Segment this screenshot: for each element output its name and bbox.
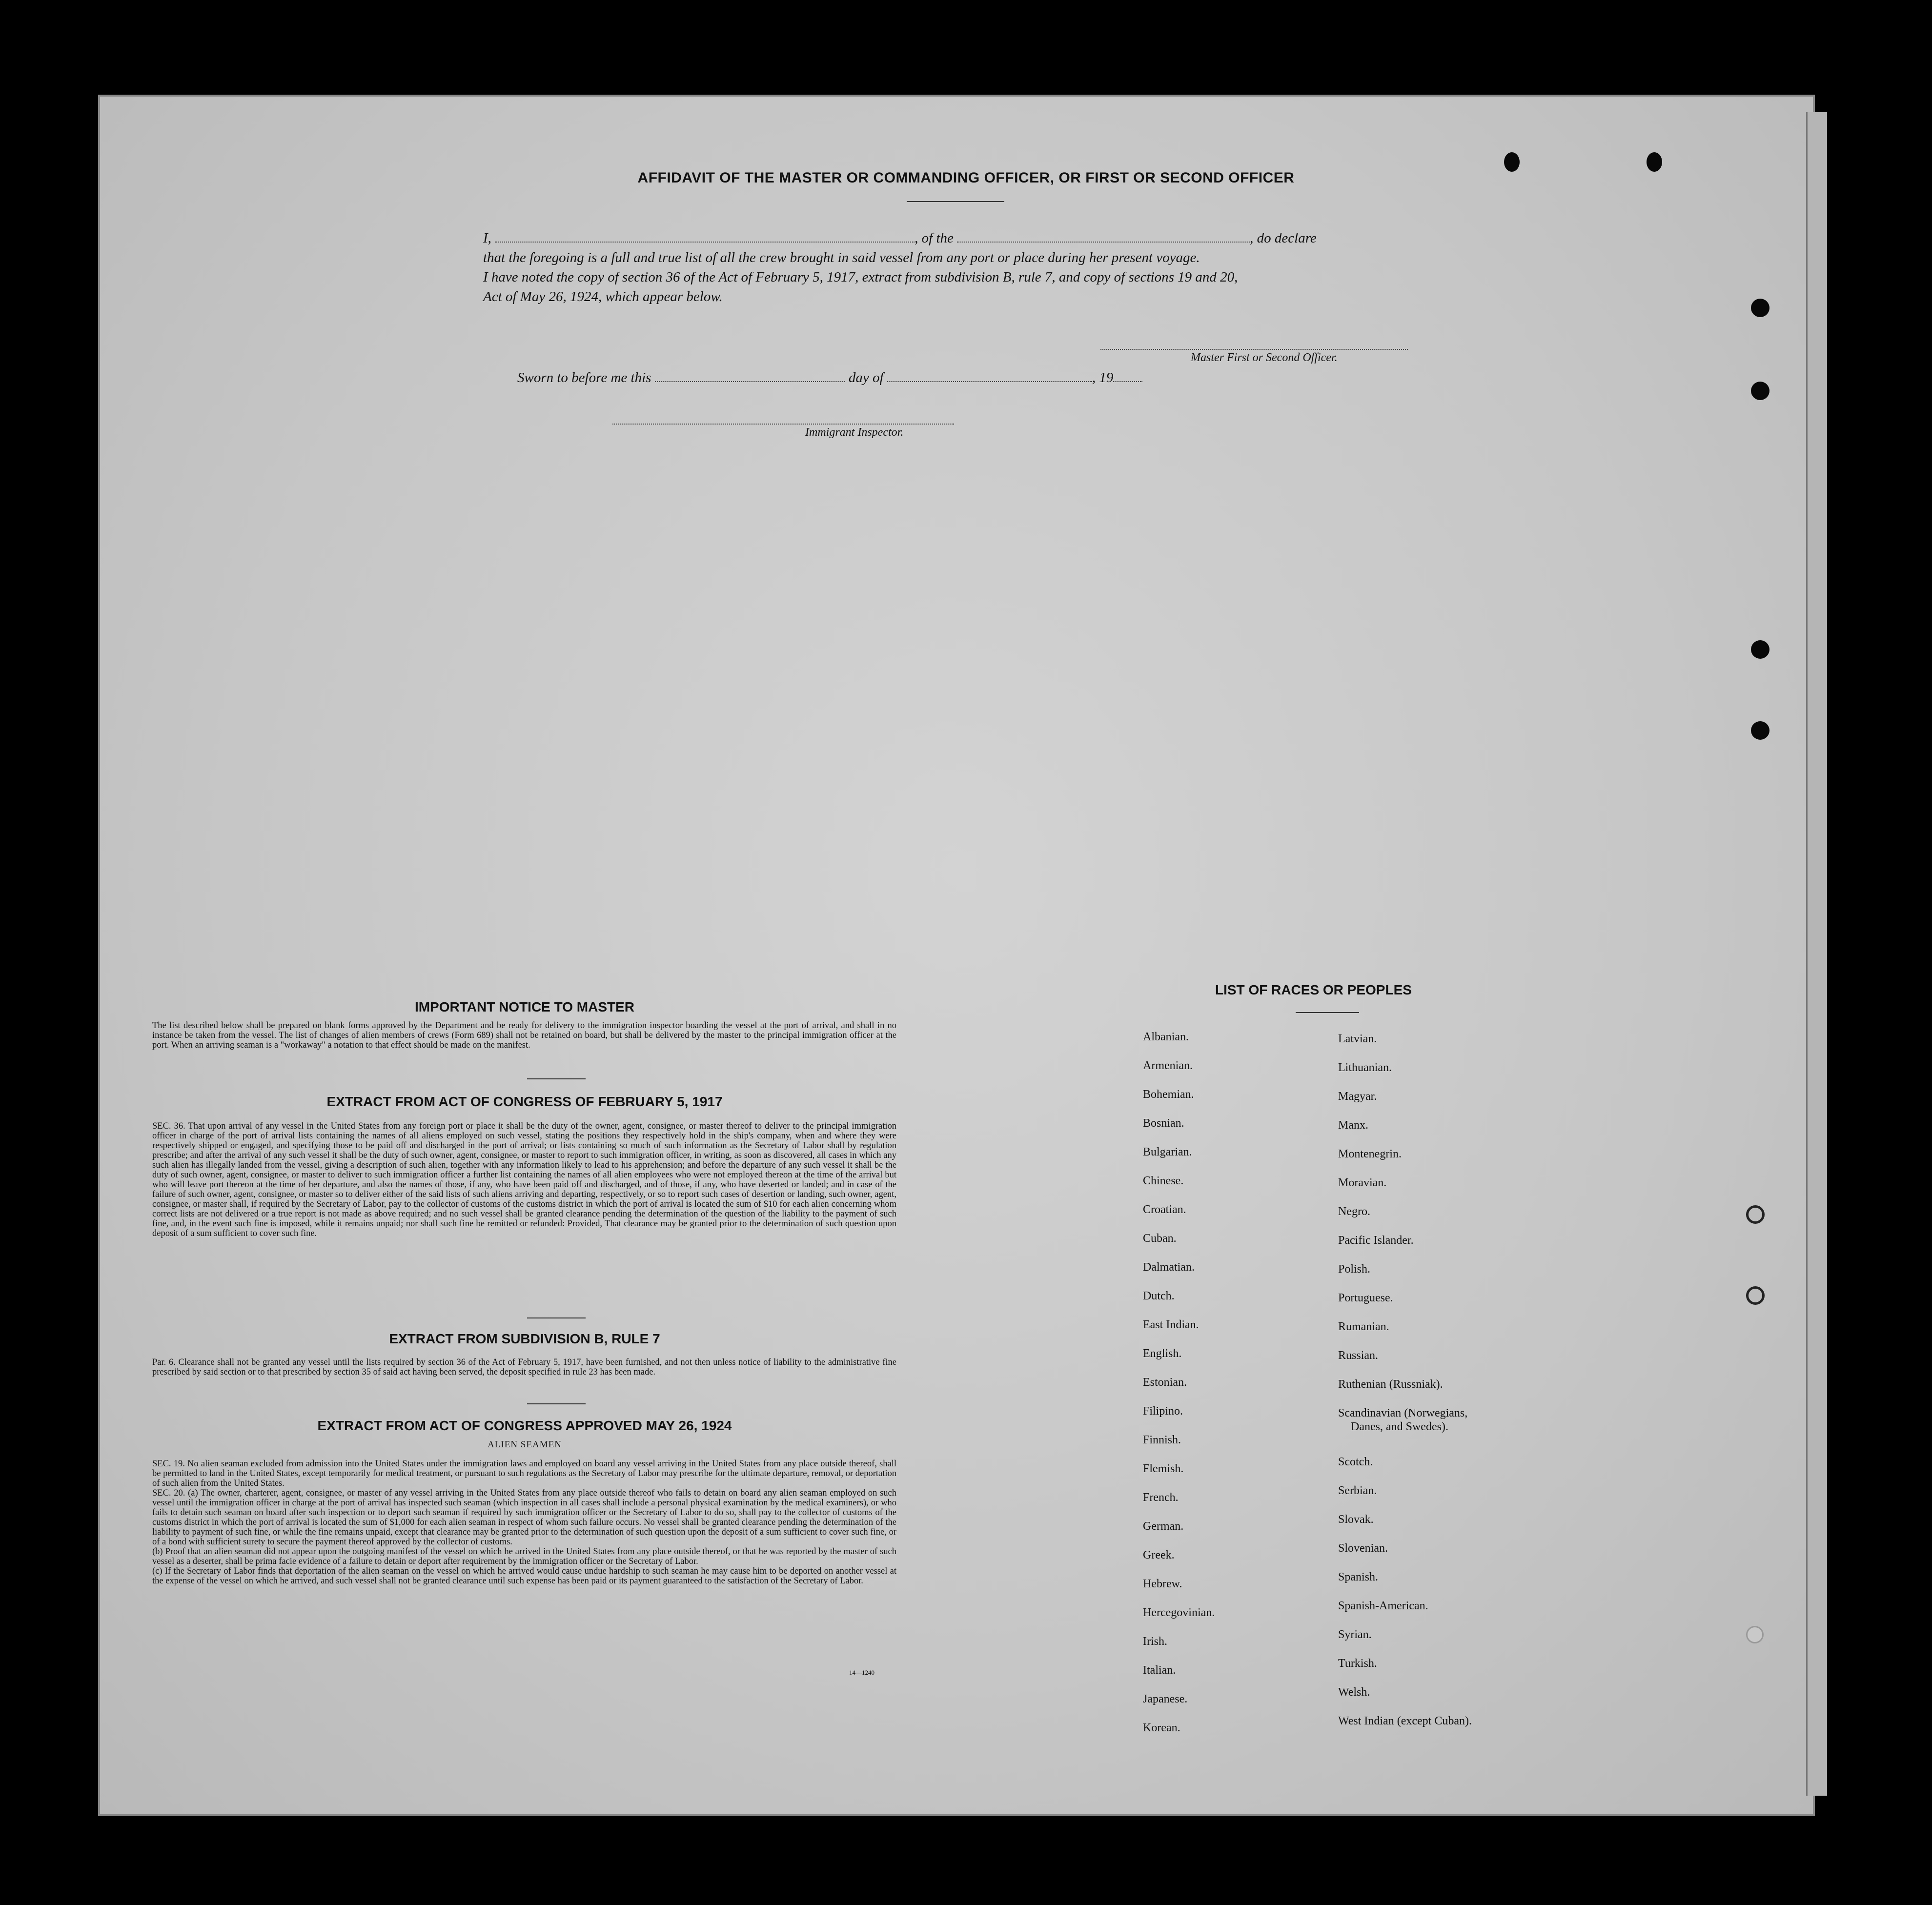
race-item: Syrian. xyxy=(1338,1628,1372,1641)
race-item: English. xyxy=(1143,1347,1182,1360)
sworn-month-field[interactable] xyxy=(887,381,1092,382)
race-item: Pacific Islander. xyxy=(1338,1234,1414,1247)
race-item: Albanian. xyxy=(1143,1031,1189,1043)
race-item: Irish. xyxy=(1143,1635,1167,1648)
punch-hole xyxy=(1647,152,1662,172)
race-item: Spanish. xyxy=(1338,1571,1379,1583)
race-item: Finnish. xyxy=(1143,1434,1181,1446)
race-item: Latvian. xyxy=(1338,1033,1377,1045)
race-item: Ruthenian (Russniak). xyxy=(1338,1378,1443,1391)
race-item: East Indian. xyxy=(1143,1318,1199,1331)
affidavit-line-4: Act of May 26, 1924, which appear below. xyxy=(483,289,723,304)
race-item: Turkish. xyxy=(1338,1657,1377,1670)
master-signature-label: Master First or Second Officer. xyxy=(1191,351,1338,364)
sworn-line xyxy=(517,370,1142,386)
race-item: Chinese. xyxy=(1143,1175,1184,1187)
section-19: SEC. 19. No alien seaman excluded from admission into the United States under the immigration laws and employed on board any vessel arriving in the United States from any place outside thereof, shall be permitted to land in the United States, except temporarily for medical treatment, or pursuant to such regulations as the Secretary of Labor may prescribe for the ultimate departure, removal, or deportation of such alien from the United States. xyxy=(152,1459,896,1488)
race-item: Spanish-American. xyxy=(1338,1600,1428,1612)
race-item: Danes, and Swedes). xyxy=(1351,1420,1448,1433)
divider xyxy=(1296,1012,1359,1013)
sworn-prefix: Sworn to before me this xyxy=(517,370,651,385)
day-of-label: day of xyxy=(848,370,884,385)
sworn-day-field[interactable] xyxy=(655,381,845,382)
punch-hole xyxy=(1751,382,1769,400)
race-item: Moravian. xyxy=(1338,1176,1387,1189)
extract-1924-body xyxy=(152,1459,896,1586)
race-item: Croatian. xyxy=(1143,1203,1186,1216)
section-20c: (c) If the Secretary of Labor finds that deportation of the alien seaman on the vessel on which he arrived would cause undue hardship to such seaman he may cause him to be deported on another vessel at the expense of the vessel on which he arrived, and such vessel shall not be granted clearance until such expense has been paid or its payment guaranteed to the satisfaction of the Secretary of Labor. xyxy=(152,1566,896,1586)
race-item: Korean. xyxy=(1143,1722,1180,1734)
form-number: 14—1240 xyxy=(849,1669,874,1676)
affidavit-title: AFFIDAVIT OF THE MASTER OR COMMANDING OFFICER, OR FIRST OR SECOND OFFICER xyxy=(637,170,1295,186)
race-item: Russian. xyxy=(1338,1349,1379,1362)
race-item: Dalmatian. xyxy=(1143,1261,1195,1274)
race-item: Bosnian. xyxy=(1143,1117,1184,1130)
affidavit-line-3: I have noted the copy of section 36 of the Act of February 5, 1917, extract from subdivision B, rule 7, and copy of sections 19 and 20, xyxy=(483,269,1238,285)
race-item: Slovak. xyxy=(1338,1513,1374,1526)
master-signature-line[interactable] xyxy=(1100,349,1408,350)
notice-body: The list described below shall be prepared on blank forms approved by the Department and be ready for delivery to the immigration inspector boarding the vessel at the port of arrival, and shall in no instance be taken from the vessel. The list of changes of alien members of crews (Form 689) shall not be retained on board, but shall be delivered by the master to the principal immigration officer at the port. When an arriving seaman is a "workaway" a notation to that effect should be made on the manifest. xyxy=(152,1021,896,1050)
race-item: Montenegrin. xyxy=(1338,1148,1402,1160)
extract-1924-subtitle: ALIEN SEAMEN xyxy=(488,1439,562,1450)
divider xyxy=(527,1317,586,1318)
extract-1917-title: EXTRACT FROM ACT OF CONGRESS OF FEBRUARY 5, 1917 xyxy=(326,1094,723,1109)
race-item: Lithuanian. xyxy=(1338,1061,1392,1074)
section-20b: (b) Proof that an alien seaman did not appear upon the outgoing manifest of the vessel on which he arrived in the United States from any place outside thereof, or that he was reported by the master of such vessel as a deserter, shall be prima facie evidence of a failure to detain or deport after requirement by the immigration officer or the Secretary of Labor. xyxy=(152,1547,896,1566)
divider xyxy=(907,201,1004,202)
race-item: Dutch. xyxy=(1143,1290,1175,1302)
affidavit-line-2: that the foregoing is a full and true list of all the crew brought in said vessel from any port or place during her present voyage. xyxy=(483,250,1200,265)
punch-hole xyxy=(1746,1626,1764,1643)
race-item: Cuban. xyxy=(1143,1232,1177,1245)
race-item: French. xyxy=(1143,1491,1179,1504)
punch-hole xyxy=(1746,1286,1765,1305)
punch-hole xyxy=(1751,721,1769,740)
notice-title: IMPORTANT NOTICE TO MASTER xyxy=(414,999,635,1014)
punch-hole xyxy=(1746,1205,1765,1224)
race-item: Slovenian. xyxy=(1338,1542,1388,1555)
affidavit-body xyxy=(483,228,1435,306)
race-item: Italian. xyxy=(1143,1664,1176,1677)
section-20a: SEC. 20. (a) The owner, charterer, agent, consignee, or master of any vessel arriving in the United States from any place outside thereof who fails to detain on board any alien seaman employed on such vessel until the immigration officer in charge at the port of arrival has inspected such seaman (which inspection in all cases shall include a personal physical examination by the medical examiners), or who fails to detain such seaman on board after such inspection or to deport such seaman if required by such immigration officer or the Secretary of Labor to do so, shall pay to the collector of customs of the customs district in which the port of arrival is located the sum of $1,000 for each alien seaman in respect of whom such failure occurs. No vessel shall be granted clearance pending the determination of the liability to payment of such fine, or while the fine remains unpaid, except that clearance may be granted prior to the determination of such question upon the deposit of a sum sufficient to cover such fine, or of a bond with sufficient surety to secure the payment thereof approved by the collector of customs. xyxy=(152,1488,896,1547)
race-item: Filipino. xyxy=(1143,1405,1183,1418)
punch-hole xyxy=(1504,152,1520,172)
extract-rule7-body: Par. 6. Clearance shall not be granted any vessel until the lists required by section 36 of the Act of February 5, 1917, have been furnished, and not then unless notice of liability to the administrative fine prescribed by said section or to that prescribed by section 35 of said act having been served, the deposit specified in rule 23 has been made. xyxy=(152,1358,896,1377)
extract-1924-title: EXTRACT FROM ACT OF CONGRESS APPROVED MAY 26, 1924 xyxy=(317,1418,732,1433)
race-item: Rumanian. xyxy=(1338,1320,1389,1333)
race-item: Greek. xyxy=(1143,1549,1175,1561)
divider xyxy=(527,1078,586,1079)
punch-hole xyxy=(1751,299,1769,317)
race-item: Bulgarian. xyxy=(1143,1146,1192,1158)
extract-1917-body: SEC. 36. That upon arrival of any vessel in the United States from any foreign port or place it shall be the duty of the owner, agent, consignee, or master thereof to deliver to the principal immigration officer in charge of the port of arrival lists containing the names of all aliens employed on such vessel, stating the positions they respectively hold in the ship's company, when and where they were respectively shipped or engaged, and specifying those to be paid off and discharged in the port of arrival; or lists containing so much of such information as the Secretary of Labor shall by regulation prescribe; and after the arrival of any such vessel it shall be the duty of such owner, agent, consignee, or master to report to such immigration officer, in writing, as soon as discovered, all cases in which any such alien has illegally landed from the vessel, giving a description of such alien, together with any information likely to lead to his apprehension; and before the departure of any such vessel it shall be the duty of such owner, agent, consignee, or master to deliver to such immigration officer a further list containing the names of all alien employees who were not employed thereon at the time of the arrival but who will leave port thereon at the time of her departure, and also the names of those, if any, who have been paid off and discharged, and of those, if any, who have deserted or landed; and in case of the failure of such owner, agent, consignee, or master so to deliver either of the said lists of such aliens arriving and departing, respectively, or so to report such cases of desertion or landing, such owner, agent, consignee, or master shall, if required by the Secretary of Labor, pay to the collector of customs of the customs district in which the port of arrival is located the sum of $10 for each alien concerning whom correct lists are not delivered or a true report is not made as above required; and no such vessel shall be granted clearance pending the determination of the question of the liability to the payment of such fine, and, in the event such fine is imposed, while it remains unpaid; nor shall such fine be remitted or refunded: Provided, That clearance may be granted prior to the determination of such question upon deposit of a sum sufficient to cover such fine. xyxy=(152,1121,896,1238)
sworn-year-field[interactable] xyxy=(1113,381,1142,382)
race-item: Flemish. xyxy=(1143,1462,1184,1475)
race-item: Polish. xyxy=(1338,1263,1371,1276)
race-item: West Indian (except Cuban). xyxy=(1338,1715,1472,1727)
race-item: Japanese. xyxy=(1143,1693,1188,1705)
race-item: Negro. xyxy=(1338,1205,1370,1218)
extract-rule7-title: EXTRACT FROM SUBDIVISION B, RULE 7 xyxy=(389,1331,660,1346)
divider xyxy=(527,1403,586,1404)
declarant-name-field[interactable] xyxy=(495,242,915,243)
do-declare-label: , do declare xyxy=(1250,230,1317,246)
year-label: , 19 xyxy=(1092,370,1114,385)
race-item: Scotch. xyxy=(1338,1456,1373,1468)
race-item: Magyar. xyxy=(1338,1090,1377,1103)
race-item: Hebrew. xyxy=(1143,1578,1182,1590)
race-item: Portuguese. xyxy=(1338,1292,1393,1304)
race-item: Serbian. xyxy=(1338,1484,1377,1497)
inspector-signature-line[interactable] xyxy=(612,424,954,425)
of-the-label: , of the xyxy=(915,230,954,246)
race-item: Estonian. xyxy=(1143,1376,1187,1389)
races-title: LIST OF RACES OR PEOPLES xyxy=(1215,982,1412,997)
page-edge xyxy=(1806,112,1827,1796)
declarant-prefix: I, xyxy=(483,230,491,246)
race-item: Welsh. xyxy=(1338,1686,1370,1699)
race-item: German. xyxy=(1143,1520,1184,1533)
race-item: Scandinavian (Norwegians, xyxy=(1338,1407,1468,1419)
vessel-name-field[interactable] xyxy=(957,242,1250,243)
race-item: Hercegovinian. xyxy=(1143,1606,1215,1619)
declaration-line xyxy=(483,228,1435,248)
race-item: Armenian. xyxy=(1143,1059,1193,1072)
race-item: Bohemian. xyxy=(1143,1088,1194,1101)
race-item: Manx. xyxy=(1338,1119,1368,1132)
punch-hole xyxy=(1751,640,1769,659)
inspector-label: Immigrant Inspector. xyxy=(805,426,904,439)
